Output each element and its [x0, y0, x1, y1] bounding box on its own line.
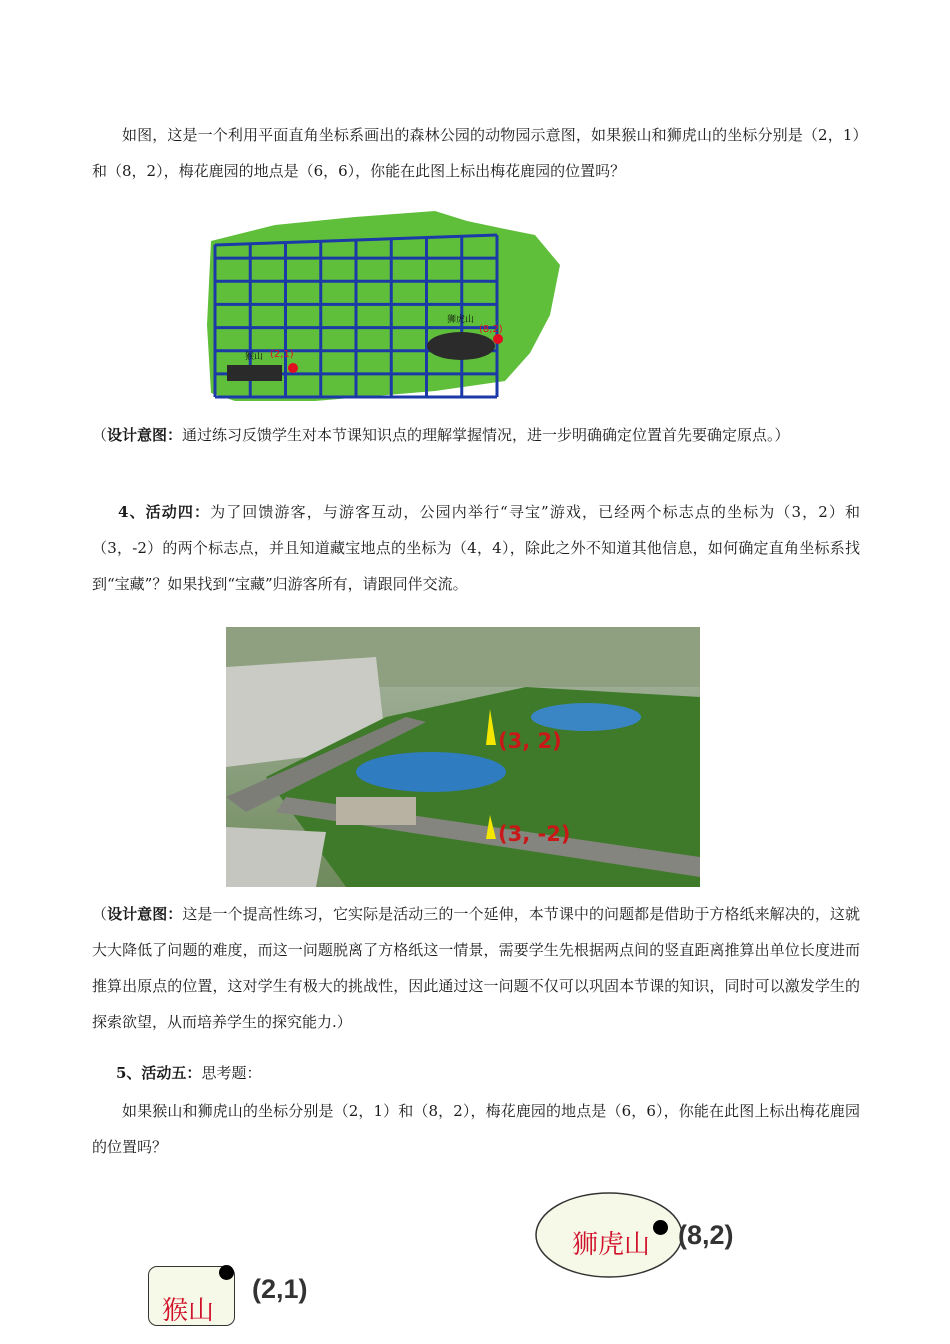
- activity-4-text: 为了回馈游客，与游客互动，公园内举行“寻宝”游戏，已经两个标志点的坐标为（3，2）和（3，-2）的两个标志点，并且知道藏宝地点的坐标为（4，4），除此之外不知道其他信息，如何确定直角坐标系找到“宝藏”？如果找到“宝藏”归游客所有，请跟同伴交流。: [92, 503, 860, 593]
- marker-1-label: (3, 2): [498, 729, 562, 753]
- lion-tiger-hill-coord: (8,2): [678, 1220, 734, 1250]
- design-intent-1-label: 设计意图：: [107, 426, 183, 444]
- design-intent-1-paren: （: [92, 426, 108, 444]
- monkey-hill-map-label: 猴山: [245, 352, 264, 362]
- activity-5-text: 思考题：: [201, 1064, 262, 1082]
- main-lake: [356, 752, 506, 792]
- monkey-hill-point: [219, 1265, 234, 1280]
- activity-4-paragraph: [92, 494, 860, 602]
- design-intent-2-text: 这是一个提高性练习，它实际是活动三的一个延伸，本节课中的问题都是借助于方格纸来解决的，这就大大降低了问题的难度，而这一问题脱离了方格纸这一情景，需要学生先根据两点间的竖直距离推算出单位长度进而推算出原点的位置，这对学生有极大的挑战性，因此通过这一问题不仅可以巩固本节课的知识，同时可以激发学生的探索欲望，从而培养学生的探究能力.）: [92, 905, 860, 1031]
- lion-tiger-hill-map-label: 狮虎山: [447, 315, 475, 325]
- lion-tiger-hill-map-coord: (8,2): [479, 324, 503, 335]
- lion-tiger-hill-marker: [493, 334, 503, 344]
- question-text: 如果猴山和狮虎山的坐标分别是（2，1）和（8，2），梅花鹿园的地点是（6，6），你能在此图上标出梅花鹿园的位置吗？: [92, 1102, 860, 1156]
- intro-paragraph: [92, 117, 860, 189]
- lion-tiger-hill-label: 狮虎山: [572, 1230, 651, 1260]
- front-plaza: [336, 797, 416, 825]
- question-paragraph: [92, 1093, 860, 1165]
- lion-tiger-hill-shape: [427, 332, 495, 360]
- lower-city: [226, 827, 326, 887]
- activity-5-label: 5、活动五：: [116, 1064, 202, 1082]
- zoo-map: [205, 205, 565, 405]
- park-aerial-photo: [226, 627, 700, 887]
- design-intent-2-label: 设计意图：: [107, 905, 183, 923]
- design-intent-2: [92, 896, 860, 1040]
- design-intent-1-text: 通过练习反馈学生对本节课知识点的理解掌握情况，进一步明确确定位置首先要确定原点。）: [182, 426, 790, 444]
- activity-5-paragraph: [92, 1057, 860, 1089]
- intro-text: 如图，这是一个利用平面直角坐标系画出的森林公园的动物园示意图，如果猴山和狮虎山的坐标分别是（2，1）和（8，2），梅花鹿园的地点是（6，6），你能在此图上标出梅花鹿园的位置吗？: [92, 126, 860, 180]
- monkey-hill-label: 猴山: [162, 1296, 215, 1326]
- design-intent-2-paren: （: [92, 905, 108, 923]
- marker-2-label: (3, -2): [498, 822, 571, 846]
- activity-4-label: 4、活动四：: [118, 503, 211, 521]
- monkey-hill-marker: [288, 363, 298, 373]
- design-intent-1: [92, 417, 860, 453]
- upper-lake: [531, 703, 641, 731]
- monkey-hill-shape: [227, 365, 282, 381]
- monkey-hill-map-coord: (2,1): [270, 349, 294, 360]
- lion-tiger-hill-point: [653, 1220, 668, 1235]
- monkey-hill-coord: (2,1): [252, 1274, 308, 1304]
